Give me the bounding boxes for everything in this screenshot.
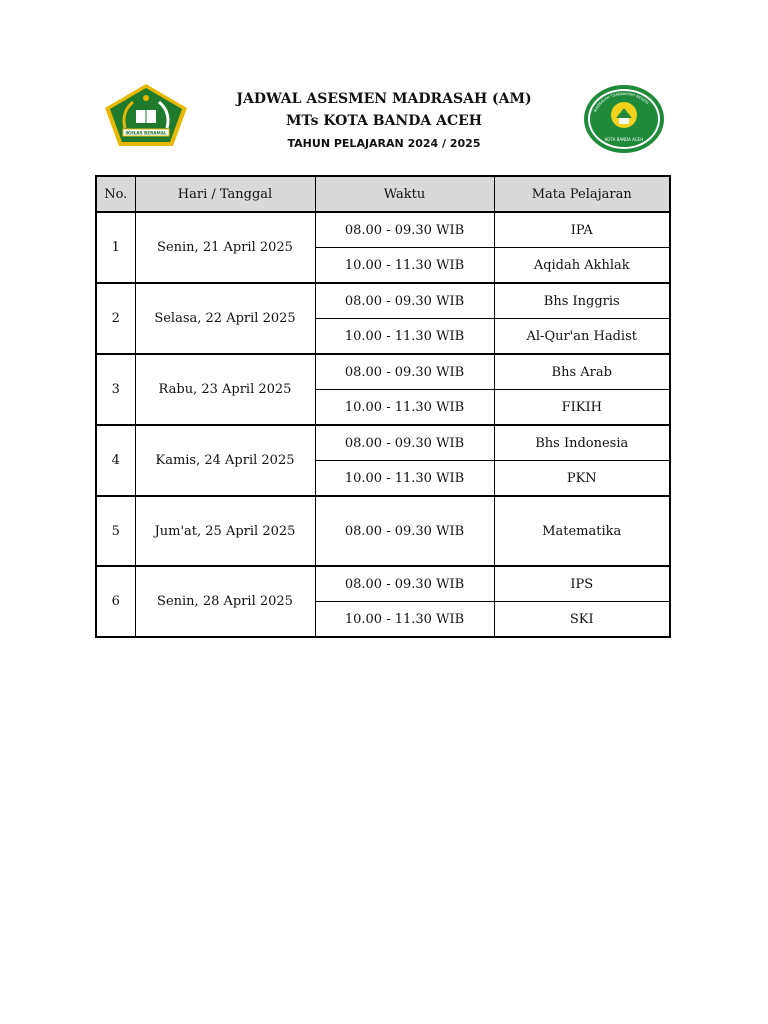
row-subject: Bhs Indonesia xyxy=(494,425,670,461)
row-time: 08.00 - 09.30 WIB xyxy=(315,425,494,461)
row-number: 3 xyxy=(96,354,135,425)
row-subject: IPS xyxy=(494,566,670,602)
table-row xyxy=(96,354,670,390)
row-time: 08.00 - 09.30 WIB xyxy=(315,212,494,248)
row-date: Rabu, 23 April 2025 xyxy=(135,354,315,425)
right-logo-bottom-text: KOTA BANDA ACEH xyxy=(604,137,644,142)
row-subject: IPA xyxy=(494,212,670,248)
row-number: 4 xyxy=(96,425,135,496)
school-name: MTs KOTA BANDA ACEH xyxy=(285,113,483,129)
table-row xyxy=(96,425,670,461)
row-number: 2 xyxy=(96,283,135,354)
row-date: Kamis, 24 April 2025 xyxy=(135,425,315,496)
row-time: 08.00 - 09.30 WIB xyxy=(315,496,494,566)
row-time: 08.00 - 09.30 WIB xyxy=(315,354,494,390)
row-time: 08.00 - 09.30 WIB xyxy=(315,283,494,319)
row-subject: PKN xyxy=(494,461,670,497)
row-date: Senin, 28 April 2025 xyxy=(135,566,315,637)
row-time: 10.00 - 11.30 WIB xyxy=(315,461,494,497)
row-date: Jum'at, 25 April 2025 xyxy=(135,496,315,566)
header-date: Hari / Tanggal xyxy=(135,176,315,212)
row-number: 5 xyxy=(96,496,135,566)
row-subject: Al-Qur'an Hadist xyxy=(494,319,670,355)
row-subject: Aqidah Akhlak xyxy=(494,248,670,284)
row-time: 10.00 - 11.30 WIB xyxy=(315,390,494,426)
row-subject: SKI xyxy=(494,602,670,638)
header-time: Waktu xyxy=(315,176,494,212)
row-date: Selasa, 22 April 2025 xyxy=(135,283,315,354)
document-title: JADWAL ASESMEN MADRASAH (AM) xyxy=(236,91,532,107)
row-subject: Bhs Arab xyxy=(494,354,670,390)
row-time: 10.00 - 11.30 WIB xyxy=(315,602,494,638)
row-number: 6 xyxy=(96,566,135,637)
row-time: 10.00 - 11.30 WIB xyxy=(315,319,494,355)
table-row xyxy=(96,212,670,248)
header-no: No. xyxy=(96,176,135,212)
left-logo-banner: IKHLAS BERAMAL xyxy=(125,130,167,136)
row-subject: FIKIH xyxy=(494,390,670,426)
academic-year: TAHUN PELAJARAN 2024 / 2025 xyxy=(287,137,481,150)
madrasah-emblem-icon xyxy=(583,84,665,154)
row-time: 08.00 - 09.30 WIB xyxy=(315,566,494,602)
document-header xyxy=(0,0,768,170)
table-header-row xyxy=(96,176,670,212)
row-number: 1 xyxy=(96,212,135,283)
table-row xyxy=(96,283,670,319)
right-logo-ring-text: MADRASAH TSANAWIYAH NEGERI xyxy=(593,91,650,113)
row-date: Senin, 21 April 2025 xyxy=(135,212,315,283)
row-time: 10.00 - 11.30 WIB xyxy=(315,248,494,284)
row-subject: Bhs Inggris xyxy=(494,283,670,319)
table-row xyxy=(96,496,670,566)
table-row xyxy=(96,566,670,602)
exam-schedule-table xyxy=(95,175,671,638)
row-subject: Matematika xyxy=(494,496,670,566)
header-subject: Mata Pelajaran xyxy=(494,176,670,212)
